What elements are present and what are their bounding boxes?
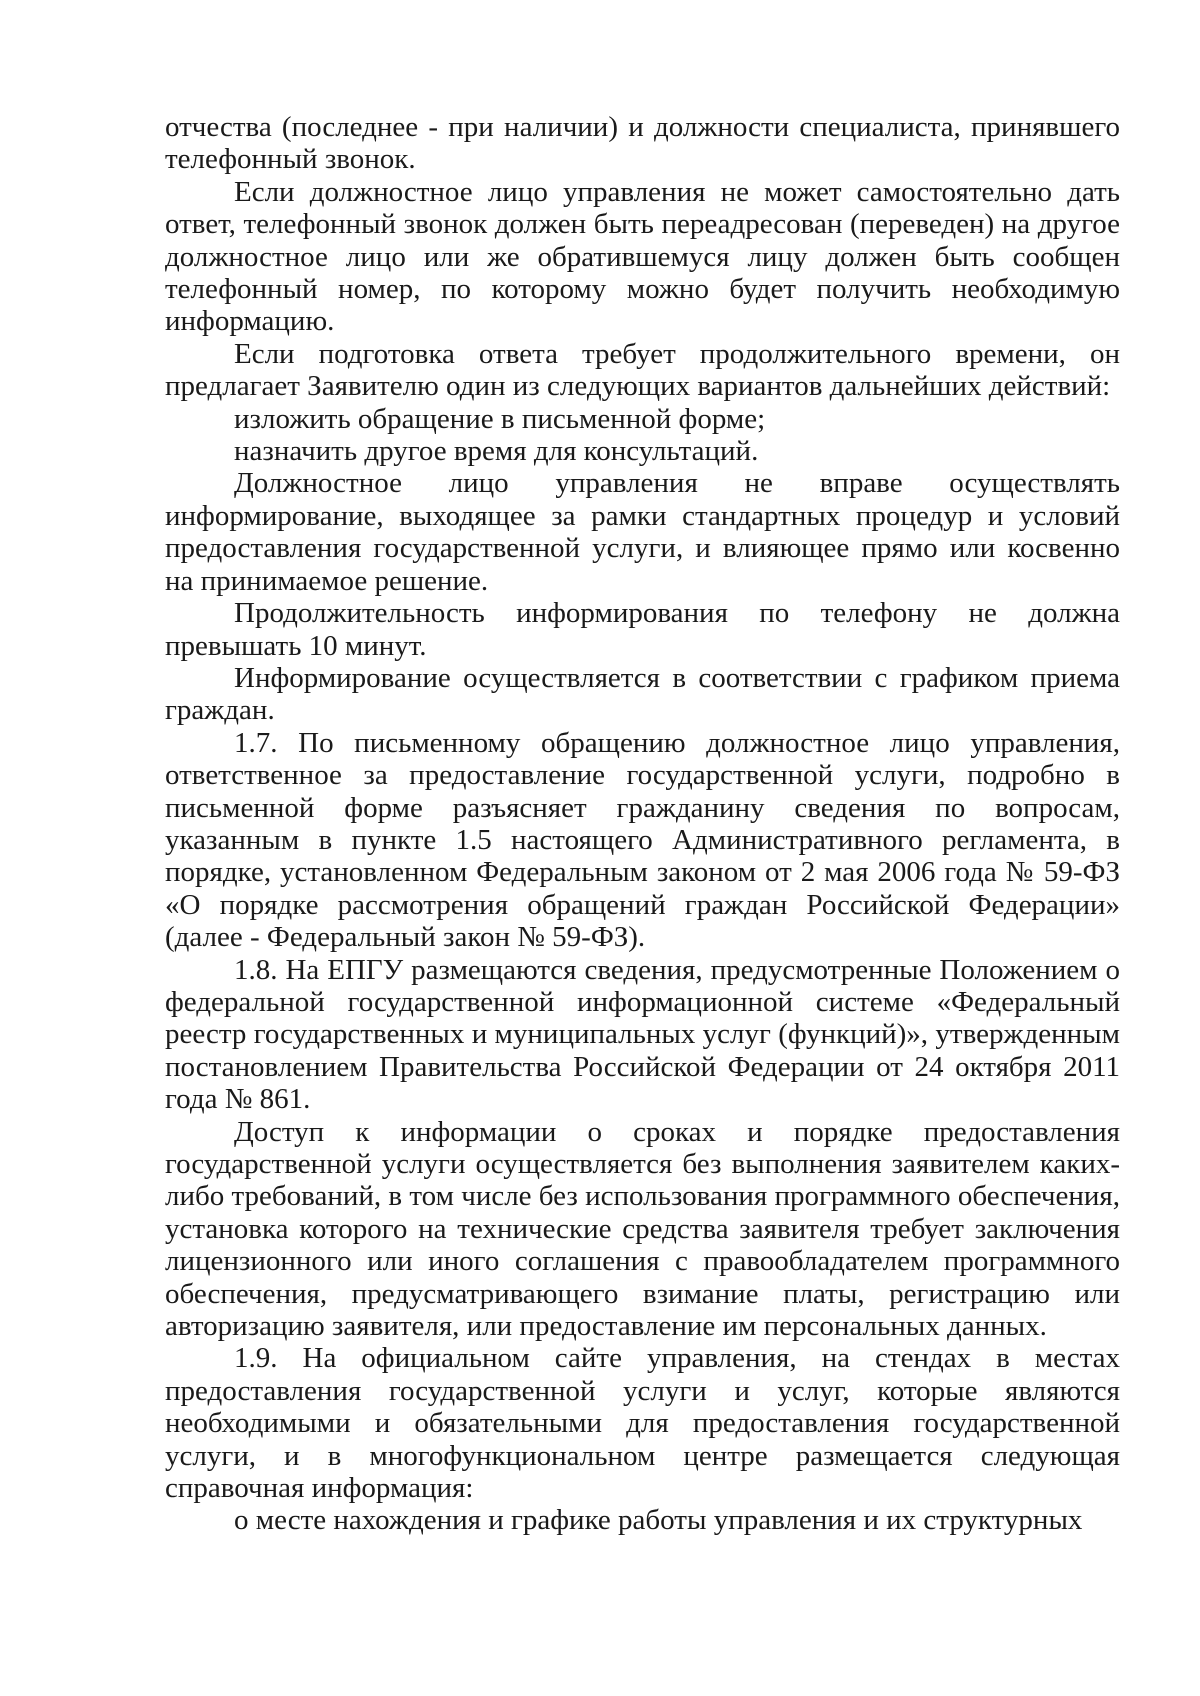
paragraph-2: Если должностное лицо управления не может самостоятельно дать ответ, телефонный звонок должен быть переадресован (переведен) на другое должностное лицо или же обратившемуся лицу должен быть сообщен телефонный номер, по которому можно будет получить необходимую информацию. — [165, 175, 1120, 338]
document-body — [165, 111, 1120, 1537]
paragraph-3: Если подготовка ответа требует продолжительного времени, он предлагает Заявителю один из следующих вариантов дальнейших действий: — [165, 337, 1120, 403]
section-1-8: 1.8. На ЕПГУ размещаются сведения, предусмотренные Положением о федеральной государственной информационной системе «Федеральный реестр государственных и муниципальных услуг (функций)», утвержденным постановлением Правительства Российской Федерации от 24 октября 2011 года № 861. — [165, 953, 1120, 1116]
paragraph-1: отчества (последнее - при наличии) и должности специалиста, принявшего телефонный звонок. — [165, 111, 1120, 176]
paragraph-4: Должностное лицо управления не вправе осуществлять информирование, выходящее за рамки стандартных процедур и условий предоставления государственной услуги, и влияющее прямо или косвенно на принимаемое решение. — [165, 467, 1120, 597]
paragraph-5: Продолжительность информирования по телефону не должна превышать 10 минут. — [165, 597, 1120, 662]
paragraph-8: о месте нахождения и графике работы управления и их структурных — [234, 1504, 1083, 1537]
list-item-1: изложить обращение в письменной форме; — [234, 402, 766, 435]
paragraph-6: Информирование осуществляется в соответствии с графиком приема граждан. — [165, 661, 1120, 727]
paragraph-7: Доступ к информации о сроках и порядке предоставления государственной услуги осуществляется без выполнения заявителем каких-либо требований, в том числе без использования программного обеспечения, установка которого на технические средства заявителя требует заключения лицензионного или иного соглашения с правообладателем программного обеспечения, предусматривающего взимание платы, регистрацию или авторизацию заявителя, или предоставление им персональных данных. — [165, 1115, 1120, 1343]
section-1-9: 1.9. На официальном сайте управления, на стендах в местах предоставления государственной услуги и услуг, которые являются необходимыми и обязательными для предоставления государственной услуги, и в многофункциональном центре размещается следующая справочная информация: — [165, 1342, 1120, 1505]
section-1-7: 1.7. По письменному обращению должностное лицо управления, ответственное за предоставление государственной услуги, подробно в письменной форме разъясняет гражданину сведения по вопросам, указанным в пункте 1.5 настоящего Административного регламента, в порядке, установленном Федеральным законом от 2 мая 2006 года № 59-ФЗ «О порядке рассмотрения обращений граждан Российской Федерации» (далее - Федеральный закон № 59-ФЗ). — [165, 726, 1120, 954]
list-item-2: назначить другое время для консультаций. — [234, 435, 759, 468]
